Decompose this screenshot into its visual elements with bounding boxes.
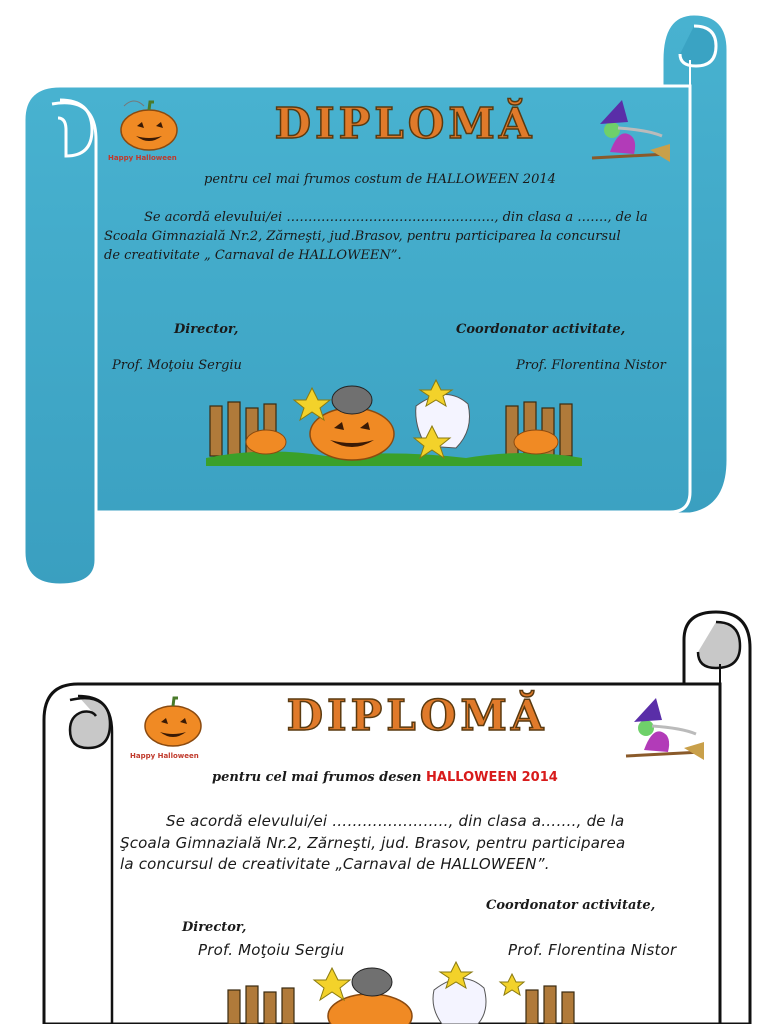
bottom-coordinator-label: Coordonator activitate, (486, 898, 656, 913)
diploma-title: DIPLOMĂ (274, 99, 536, 148)
pumpkin-badge-icon (128, 694, 218, 756)
bottom-coordinator-name: Prof. Florentina Nistor (508, 941, 677, 959)
bottom-director-label: Director, (182, 920, 247, 935)
bottom-body-line-3: la concursul de creativitate „Carnaval de HALLOWEEN”. (120, 855, 550, 873)
bottom-director-name: Prof. Moţoiu Sergiu (198, 941, 345, 959)
top-coordinator-name: Prof. Florentina Nistor (516, 358, 666, 373)
bottom-subtitle-highlight: HALLOWEEN 2014 (426, 770, 558, 785)
halloween-scene-icon (222, 960, 602, 1024)
badge-text: Happy Halloween (108, 154, 177, 162)
top-body-line-2: Scoala Gimnazială Nr.2, Zărneşti, jud.Brasov, pentru participarea la concursul (104, 229, 621, 244)
diploma-title-art (286, 686, 548, 742)
halloween-scene-icon (206, 376, 582, 466)
top-director-name: Prof. Moţoiu Sergiu (112, 358, 242, 373)
bottom-subtitle-prefix: pentru cel mai frumos desen (212, 770, 427, 785)
witch-on-broom-icon (588, 100, 672, 170)
bottom-body-line-1: Se acordă elevului/ei ………………….., din clasa a……., de la (166, 812, 625, 830)
top-director-label: Director, (174, 322, 239, 337)
top-coordinator-label: Coordonator activitate, (456, 322, 626, 337)
badge-text: Happy Halloween (130, 752, 199, 760)
top-body-line-1: Se acordă elevului/ei …………………………………………, din clasa a ……., de la (144, 210, 648, 225)
top-body-line-3: de creativitate „ Carnaval de HALLOWEEN”. (104, 248, 402, 263)
witch-on-broom-icon (622, 698, 706, 768)
diploma-title: DIPLOMĂ (286, 691, 548, 740)
top-subtitle: pentru cel mai frumos costum de HALLOWEEN 2014 (204, 172, 556, 187)
bottom-subtitle (212, 770, 558, 785)
diploma-title-art (270, 94, 540, 150)
bottom-body-line-2: Şcoala Gimnazială Nr.2, Zărneşti, jud. Brasov, pentru participarea (120, 834, 626, 852)
